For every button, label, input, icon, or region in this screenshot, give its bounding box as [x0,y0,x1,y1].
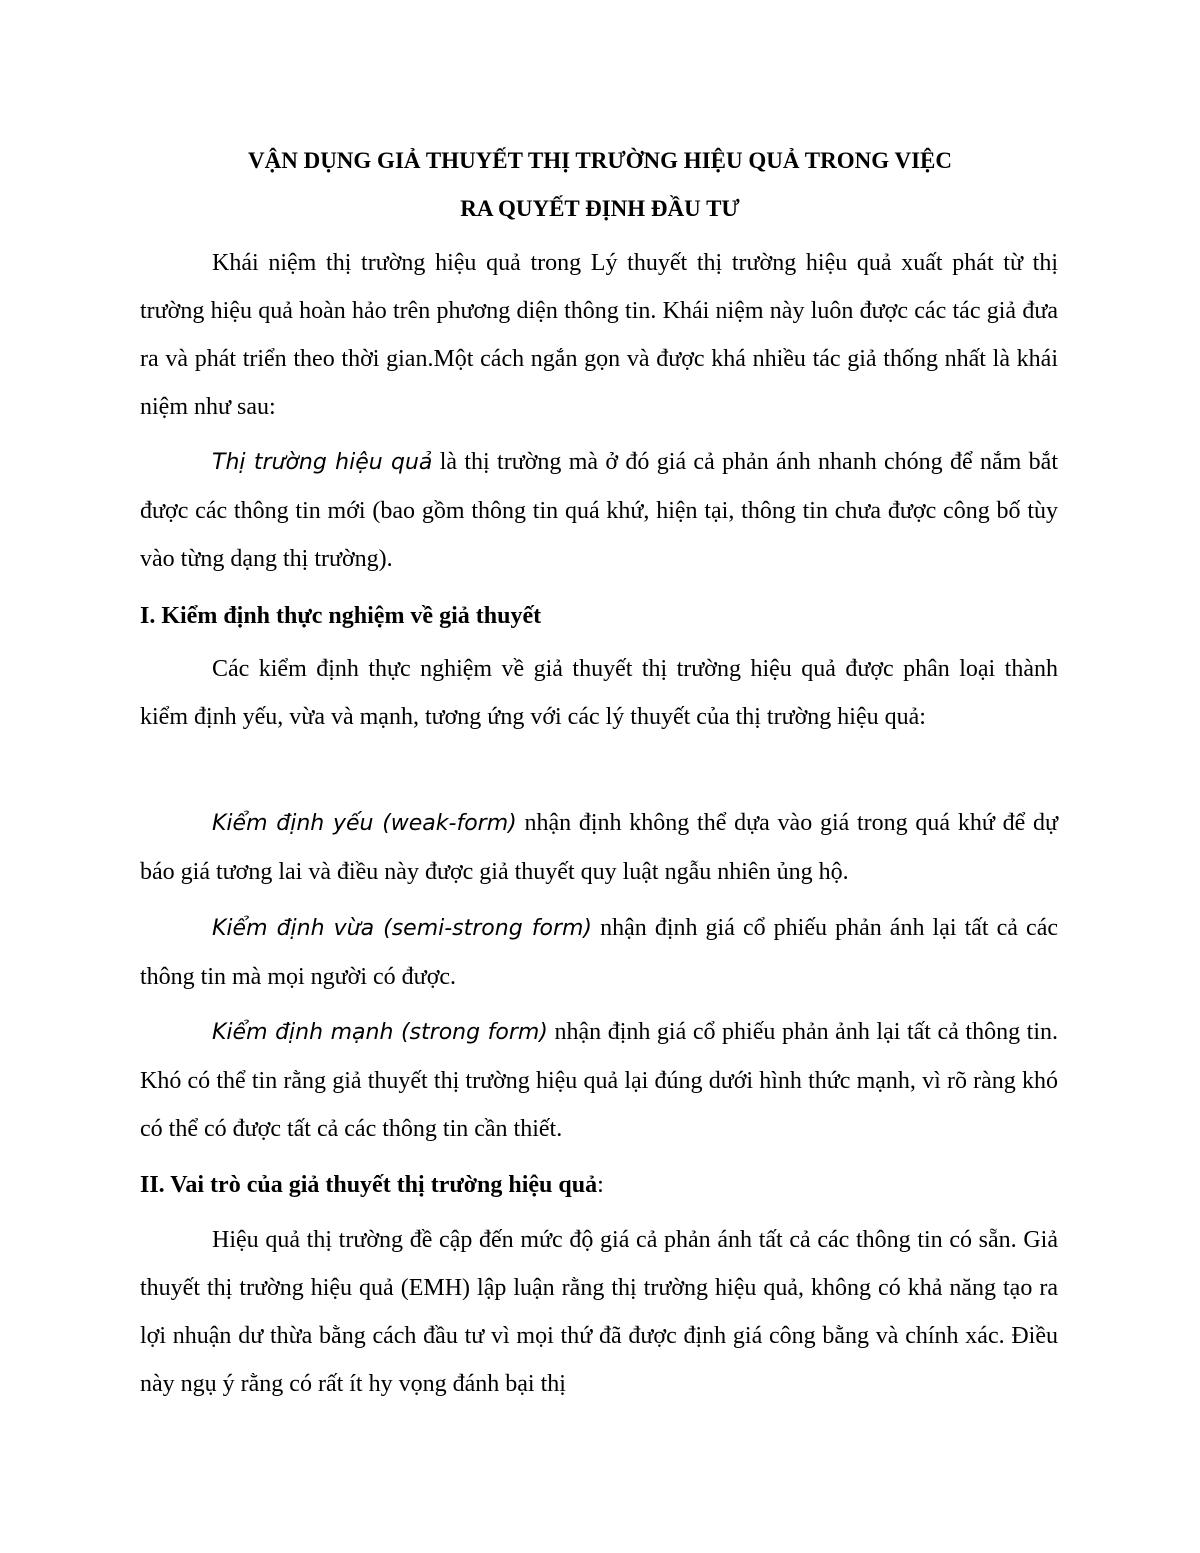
section-1-paragraph: Các kiểm định thực nghiệm về giả thuyết thị trường hiệu quả được phân loại thành kiểm định yếu, vừa và mạnh, tương ứng với các lý thuyết của thị trường hiệu quả: [140,656,1058,730]
strong-form-text: nhận định giá cổ phiếu phản ảnh lại tất cả thông tin. Khó có thể tin rằng giả thuyết thị trường hiệu quả lại đúng dưới hình thức mạnh, vì rõ ràng khó có thể có được tất cả các thông tin cần thiết. [140,1019,1058,1142]
semi-strong-form-term: Kiểm định vừa (semi-strong form) [212,916,593,941]
strong-form-term: Kiểm định mạnh (strong form) [212,1020,548,1045]
definition-text: là thị trường mà ở đó giá cả phản ánh nhanh chóng để nắm bắt được các thông tin mới (bao gồm thông tin quá khứ, hiện tại, thông tin chưa được công bố tùy vào từng dạng thị trường). [140,449,1058,572]
section-2-heading-text: II. Vai trò của giả thuyết thị trường hiệu quả [140,1172,598,1198]
definition-term: Thị trường hiệu quả [212,450,433,475]
semi-strong-form-paragraph [140,904,1058,1001]
weak-form-term: Kiểm định yếu (weak-form) [212,811,517,836]
section-1-heading: I. Kiểm định thực nghiệm về giả thuyết [140,603,542,629]
intro-paragraph: Khái niệm thị trường hiệu quả trong Lý thuyết thị trường hiệu quả xuất phát từ thị trường hiệu quả hoàn hảo trên phương diện thông tin. Khái niệm này luôn được các tác giả đưa ra và phát triển theo thời gian.Một cách ngắn gọn và được khá nhiều tác giả thống nhất là khái niệm như sau: [140,250,1058,420]
section-2-heading [140,1161,1058,1209]
semi-strong-form-text: nhận định giá cổ phiếu phản ánh lại tất cả các thông tin mà mọi người có được. [140,915,1058,990]
document-title-line-1: VẬN DỤNG GIẢ THUYẾT THỊ TRƯỜNG HIỆU QUẢ TRONG VIỆC [248,148,952,173]
weak-form-paragraph [140,799,1058,896]
strong-form-paragraph [140,1008,1058,1153]
section-2-paragraph: Hiệu quả thị trường đề cập đến mức độ giá cả phản ánh tất cả các thông tin có sẵn. Giả thuyết thị trường hiệu quả (EMH) lập luận rằng thị trường hiệu quả, không có khả năng tạo ra lợi nhuận dư thừa bằng cách đầu tư vì mọi thứ đã được định giá công bằng và chính xác. Điều này ngụ ý rằng có rất ít hy vọng đánh bại thị [140,1227,1058,1397]
section-2-heading-colon: : [597,1172,604,1198]
document-title-line-2: RA QUYẾT ĐỊNH ĐẦU TƯ [460,196,740,221]
weak-form-text: nhận định không thể dựa vào giá trong quá khứ để dự báo giá tương lai và điều này được giả thuyết quy luật ngẫu nhiên ủng hộ. [140,810,1058,885]
definition-paragraph [140,438,1058,583]
